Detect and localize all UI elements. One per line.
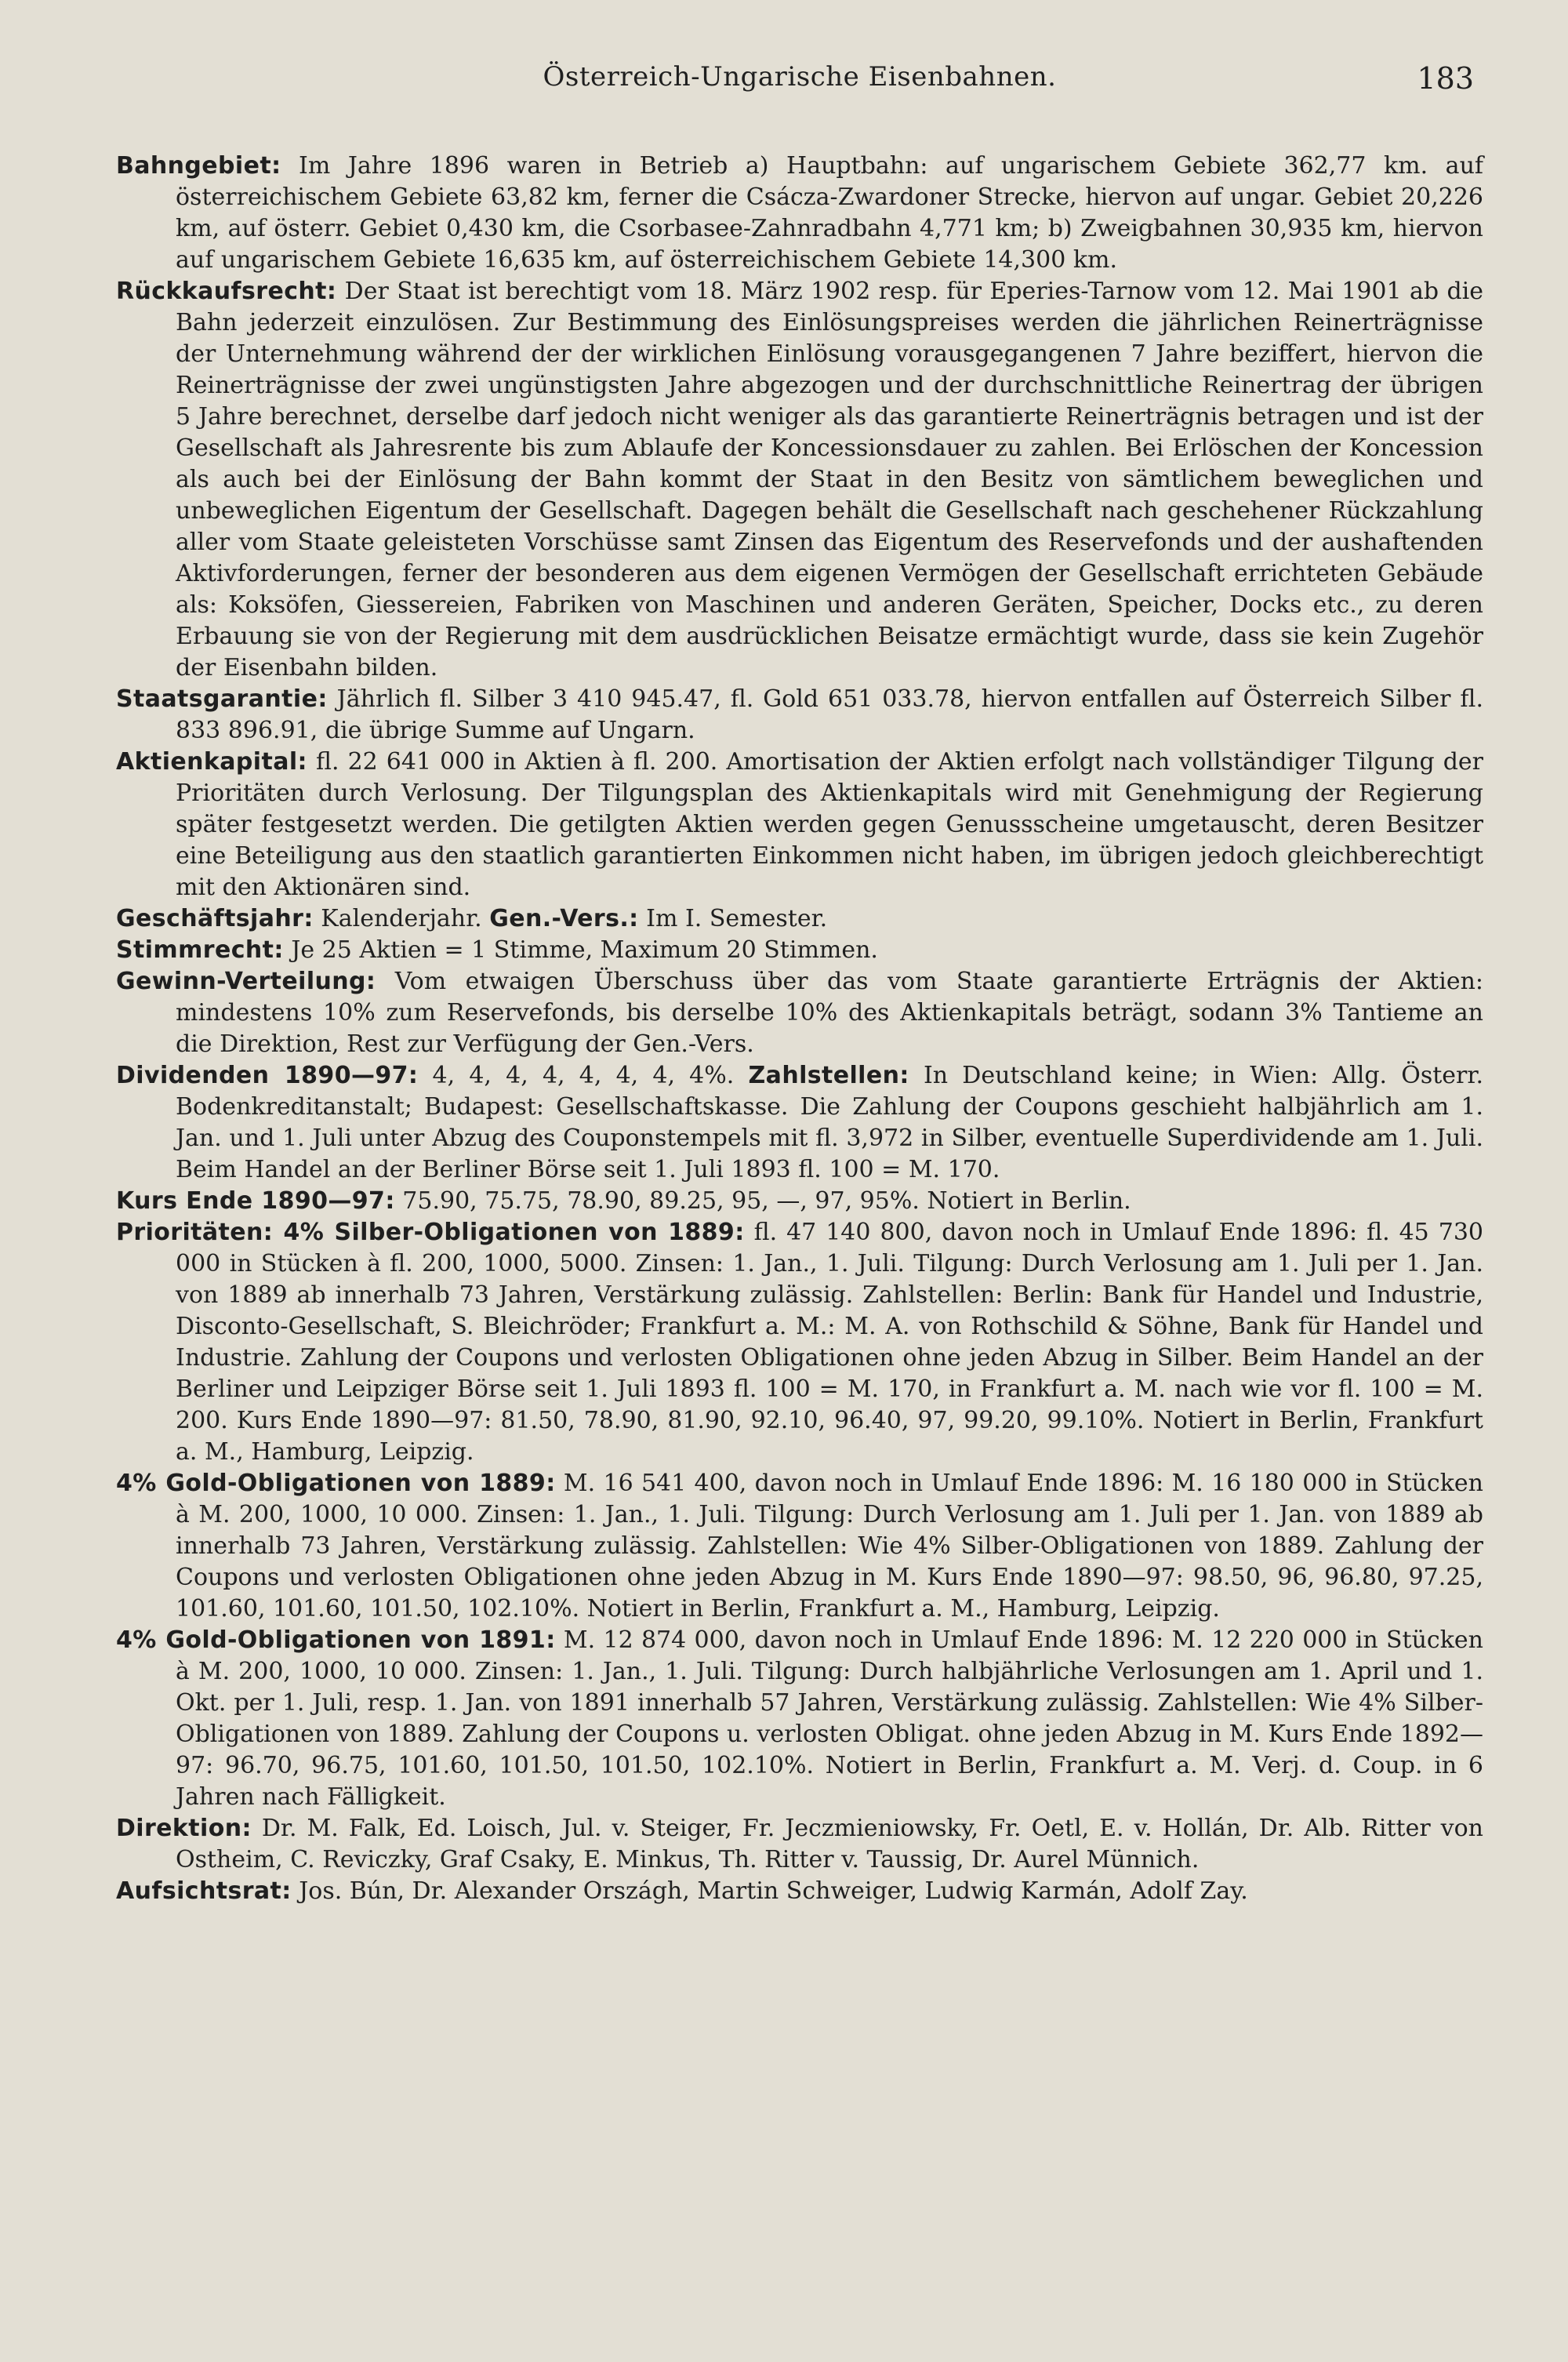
entry-text: fl. 47 140 800, davon noch in Umlauf Ende 1896: fl. 45 730 000 in Stücken à fl. 200, 1000, 5000. Zinsen: 1. Jan., 1. Juli. Tilgung: Durch Verlosung am 1. Juli per 1. Jan. von 1889 ab innerhalb 73 Jahren, Verstärkung zulässig. Zahlstellen: Berlin: Bank für Handel und Industrie, Disconto-Gesellschaft, S. Bleichröder; Frankfurt a. M.: M. A. von Rothschild & Söhne, Bank für Handel und Industrie. Zahlung der Coupons und verlosten Obligationen ohne jeden Abzug in Silber. Beim Handel an der Berliner und Leipziger Börse seit 1. Juli 1893 fl. 100 = M. 170, in Frankfurt a. M. nach wie vor fl. 100 = M. 200. Kurs Ende 1890—97: 81.50, 78.90, 81.90, 92.10, 96.40, 97, 99.20, 99.10%. Notiert in Berlin, Frankfurt a. M., Hamburg, Leipzig.	[176, 1219, 1483, 1466]
entry-prioritaeten-silber-1889	[116, 1217, 1483, 1468]
entry-text: Im Jahre 1896 waren in Betrieb a) Hauptbahn: auf ungarischem Gebiete 362,77 km. auf österreichischem Gebiete 63,82 km, ferner die Csácza-Zwardoner Strecke, hiervon auf ungar. Gebiet 20,226 km, auf österr. Gebiet 0,430 km, die Csorbasee-Zahnradbahn 4,771 km; b) Zweigbahnen 30,935 km, hiervon auf ungarischem Gebiete 16,635 km, auf österreichischem Gebiete 14,300 km.	[176, 152, 1483, 274]
entry-label: Rückkaufsrecht:	[116, 278, 337, 305]
entry-label: Staatsgarantie:	[116, 685, 328, 713]
entry-text: Jos. Bún, Dr. Alexander Országh, Martin Schweiger, Ludwig Karmán, Adolf Zay.	[299, 1877, 1248, 1905]
entry-text-secondary: Im I. Semester.	[646, 905, 828, 932]
entry-label: 4% Gold-Obligationen von 1891:	[116, 1626, 556, 1654]
page-header	[116, 61, 1483, 108]
entry-text-secondary: In Deutschland keine; in Wien: Allg. Österr. Bodenkreditanstalt; Budapest: Gesellschaftskasse. Die Zahlung der Coupons geschieht halbjährlich am 1. Jan. und 1. Juli unter Abzug des Couponstempels mit fl. 3,972 in Silber, eventuelle Superdividende am 1. Juli. Beim Handel an der Berliner Börse seit 1. Juli 1893 fl. 100 = M. 170.	[176, 1062, 1483, 1183]
entry-text: 75.90, 75.75, 78.90, 89.25, 95, —, 97, 95%. Notiert in Berlin.	[402, 1187, 1131, 1215]
entry-dividenden	[116, 1060, 1483, 1186]
entry-label: Kurs Ende 1890—97:	[116, 1187, 395, 1215]
entry-text: Dr. M. Falk, Ed. Loisch, Jul. v. Steiger, Fr. Jeczmieniowsky, Fr. Oetl, E. v. Hollán, Dr. Alb. Ritter von Ostheim, C. Reviczky, Graf Csaky, E. Minkus, Th. Ritter v. Taussig, Dr. Aurel Münnich.	[176, 1815, 1483, 1873]
entry-rueckkaufsrecht	[116, 276, 1483, 684]
entry-stimmrecht	[116, 935, 1483, 966]
entry-text: M. 16 541 400, davon noch in Umlauf Ende 1896: M. 16 180 000 in Stücken à M. 200, 1000, 10 000. Zinsen: 1. Jan., 1. Juli. Tilgung: Durch Verlosung am 1. Juli per 1. Jan. von 1889 ab innerhalb 73 Jahren, Verstärkung zulässig. Zahlstellen: Wie 4% Silber-Obligationen von 1889. Zahlung der Coupons und verlosten Obligationen ohne jeden Abzug in M. Kurs Ende 1890—97: 98.50, 96, 96.80, 97.25, 101.60, 101.60, 101.50, 102.10%. Notiert in Berlin, Frankfurt a. M., Hamburg, Leipzig.	[176, 1470, 1483, 1623]
entry-aktienkapital	[116, 747, 1483, 903]
entry-gewinn-verteilung	[116, 966, 1483, 1060]
entry-gold-obligationen-1891	[116, 1625, 1483, 1813]
entry-text: M. 12 874 000, davon noch in Umlauf Ende 1896: M. 12 220 000 in Stücken à M. 200, 1000, 10 000. Zinsen: 1. Jan., 1. Juli. Tilgung: Durch halbjährliche Verlosungen am 1. April und 1. Okt. per 1. Juli, resp. 1. Jan. von 1891 innerhalb 57 Jahren, Verstärkung zulässig. Zahlstellen: Wie 4% Silber-Obligationen von 1889. Zahlung der Coupons u. verlosten Obligat. ohne jeden Abzug in M. Kurs Ende 1892—97: 96.70, 96.75, 101.60, 101.50, 101.50, 102.10%. Notiert in Berlin, Frankfurt a. M. Verj. d. Coup. in 6 Jahren nach Fälligkeit.	[176, 1626, 1483, 1811]
entry-text: Kalenderjahr.	[321, 905, 482, 932]
entry-direktion	[116, 1813, 1483, 1876]
entry-bahngebiet	[116, 151, 1483, 276]
entry-label: Bahngebiet:	[116, 152, 281, 180]
entry-text: Je 25 Aktien = 1 Stimme, Maximum 20 Stimmen.	[291, 936, 878, 964]
entry-label-secondary: Gen.-Vers.:	[489, 905, 639, 932]
entries	[116, 151, 1483, 1907]
entry-text: 4, 4, 4, 4, 4, 4, 4, 4%.	[432, 1062, 735, 1089]
entry-staatsgarantie	[116, 684, 1483, 747]
entry-label: Direktion:	[116, 1815, 252, 1842]
entry-label: Dividenden 1890—97:	[116, 1062, 419, 1089]
entry-text: Jährlich fl. Silber 3 410 945.47, fl. Gold 651 033.78, hiervon entfallen auf Österreich Silber fl. 833 896.91, die übrige Summe auf Ungarn.	[176, 685, 1483, 744]
entry-label: Gewinn-Verteilung:	[116, 968, 376, 995]
entry-label: Geschäftsjahr:	[116, 905, 314, 932]
entry-label-secondary: Zahlstellen:	[748, 1062, 909, 1089]
entry-text: fl. 22 641 000 in Aktien à fl. 200. Amortisation der Aktien erfolgt nach vollständiger Tilgung der Prioritäten durch Verlosung. Der Tilgungsplan des Aktienkapitals wird mit Genehmigung der Regierung später festgesetzt werden. Die getilgten Aktien werden gegen Genussscheine umgetauscht, deren Besitzer eine Beteiligung aus den staatlich garantierten Einkommen nicht haben, im übrigen jedoch gleichberechtigt mit den Aktionären sind.	[176, 748, 1483, 901]
entry-text: Der Staat ist berechtigt vom 18. März 1902 resp. für Eperies-Tarnow vom 12. Mai 1901 ab die Bahn jederzeit einzulösen. Zur Bestimmung des Einlösungspreises werden die jährlichen Reinerträgnisse der Unternehmung während der der wirklichen Einlösung vorausgegangenen 7 Jahre beziffert, hiervon die Reinerträgnisse der zwei ungünstigsten Jahre abgezogen und der durchschnittliche Reinertrag der übrigen 5 Jahre berechnet, derselbe darf jedoch nicht weniger als das garantierte Reinerträgnis betragen und ist der Gesellschaft als Jahresrente bis zum Ablaufe der Koncessionsdauer zu zahlen. Bei Erlöschen der Koncession als auch bei der Einlösung der Bahn kommt der Staat in den Besitz von sämtlichem beweglichen und unbeweglichen Eigentum der Gesellschaft. Dagegen behält die Gesellschaft nach geschehener Rückzahlung aller vom Staate geleisteten Vorschüsse samt Zinsen das Eigentum des Reservefonds und der aushaftenden Aktivforderungen, ferner der besonderen aus dem eigenen Vermögen der Gesellschaft errichteten Gebäude als: Koksöfen, Giessereien, Fabriken von Maschinen und anderen Geräten, Speicher, Docks etc., zu deren Erbauung sie von der Regierung mit dem ausdrücklichen Beisatze ermächtigt wurde, dass sie kein Zugehör der Eisenbahn bilden.	[176, 278, 1483, 681]
entry-gold-obligationen-1889	[116, 1468, 1483, 1625]
entry-geschaeftsjahr	[116, 903, 1483, 935]
entry-label: 4% Gold-Obligationen von 1889:	[116, 1470, 556, 1497]
entry-label: Aufsichtsrat:	[116, 1877, 292, 1905]
entry-label: Stimmrecht:	[116, 936, 284, 964]
entry-kurs	[116, 1186, 1483, 1217]
running-title: Österreich-Ungarische Eisenbahnen.	[543, 61, 1057, 93]
page-number: 183	[1417, 61, 1474, 96]
entry-aufsichtsrat	[116, 1876, 1483, 1907]
entry-label: Aktienkapital:	[116, 748, 307, 776]
entry-text: Vom etwaigen Überschuss über das vom Staate garantierte Erträgnis der Aktien: mindestens 10% zum Reservefonds, bis derselbe 10% des Aktienkapitals beträgt, sodann 3% Tantieme an die Direktion, Rest zur Verfügung der Gen.-Vers.	[176, 968, 1483, 1058]
entry-label: Prioritäten: 4% Silber-Obligationen von 1889:	[116, 1219, 745, 1246]
